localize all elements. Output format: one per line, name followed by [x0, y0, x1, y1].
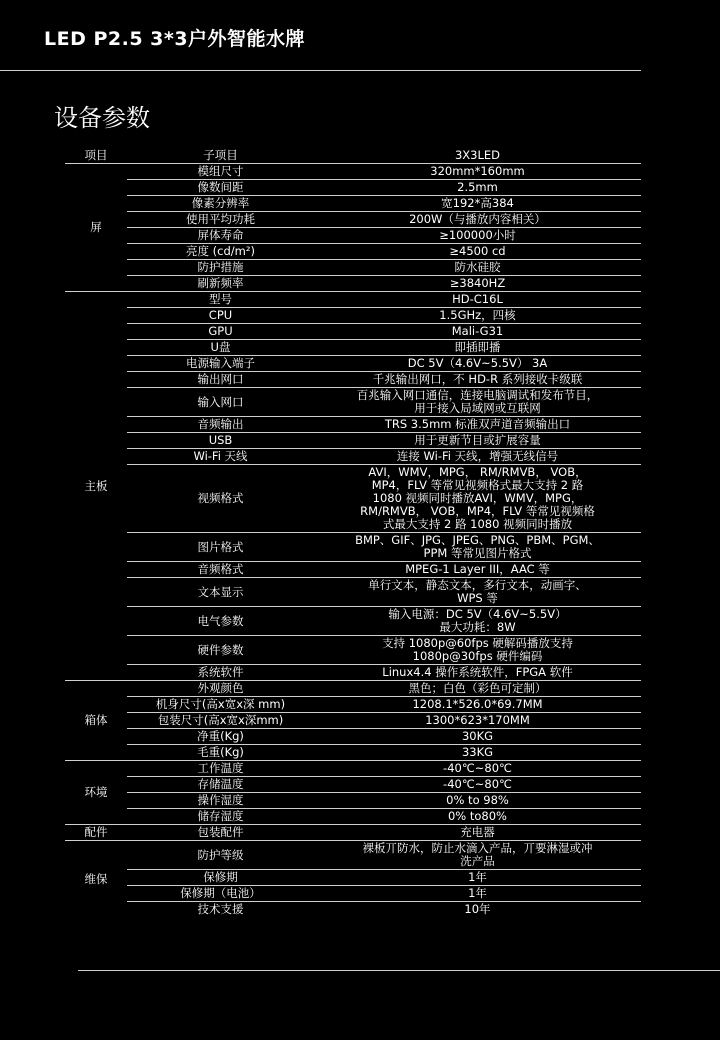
- value-cell: 宽192*高384: [314, 196, 641, 212]
- subitem-cell: 外观颜色: [127, 681, 314, 697]
- category-cell: 主板: [65, 292, 127, 681]
- subitem-cell: 电气参数: [127, 607, 314, 636]
- value-cell: BMP、GIF、JPG、JPEG、PNG、PBM、PGM、 PPM 等常见图片格式: [314, 533, 641, 562]
- column-header-item: 项目: [65, 148, 127, 164]
- subitem-cell: 电源输入端子: [127, 356, 314, 372]
- table-row: [65, 681, 641, 697]
- table-row: [65, 340, 641, 356]
- subitem-cell: 包装配件: [127, 825, 314, 841]
- table-row: [65, 607, 641, 636]
- subitem-cell: 包装尺寸(高x宽x深mm): [127, 713, 314, 729]
- table-row: [65, 417, 641, 433]
- column-header-value: 3X3LED: [314, 148, 641, 164]
- value-cell: DC 5V（4.6V~5.5V） 3A: [314, 356, 641, 372]
- value-cell: Linux4.4 操作系统软件，FPGA 软件: [314, 665, 641, 681]
- value-cell: 黑色；白色（彩色可定制）: [314, 681, 641, 697]
- subitem-cell: 防护等级: [127, 841, 314, 870]
- spec-table-body: [65, 164, 641, 918]
- subitem-cell: 防护措施: [127, 260, 314, 276]
- subitem-cell: 储存湿度: [127, 809, 314, 825]
- category-cell: 维保: [84, 871, 108, 886]
- category-cell: 屏: [65, 164, 127, 292]
- subitem-cell: U盘: [127, 340, 314, 356]
- subitem-cell: 机身尺寸(高x宽x深 mm): [127, 697, 314, 713]
- category-cell: 环境: [65, 761, 127, 825]
- value-cell: 1.5GHz，四核: [314, 308, 641, 324]
- table-row: [65, 260, 641, 276]
- subitem-cell: CPU: [127, 308, 314, 324]
- subitem-cell: 使用平均功耗: [127, 212, 314, 228]
- subitem-cell: 保修期（电池）: [127, 886, 314, 902]
- value-cell: MPEG-1 Layer III，AAC 等: [314, 562, 641, 578]
- subitem-cell: 视频格式: [127, 465, 314, 533]
- table-row: [65, 886, 641, 902]
- column-header-subitem: 子项目: [127, 148, 314, 164]
- subitem-cell: 刷新频率: [127, 276, 314, 292]
- subitem-cell: 像数间距: [127, 180, 314, 196]
- value-cell: -40℃~80℃: [314, 761, 641, 777]
- value-cell: 防水硅胶: [314, 260, 641, 276]
- table-row: [65, 196, 641, 212]
- subitem-cell: 文本显示: [127, 578, 314, 607]
- subitem-cell: 工作温度: [127, 761, 314, 777]
- value-cell: Mali-G31: [314, 324, 641, 340]
- value-cell: 2.5mm: [314, 180, 641, 196]
- value-cell: 0% to80%: [314, 809, 641, 825]
- table-row: [65, 902, 641, 918]
- table-row: [65, 729, 641, 745]
- page-title: LED P2.5 3*3户外智能水牌: [44, 28, 306, 50]
- value-cell: 1年: [314, 870, 641, 886]
- table-row: [65, 449, 641, 465]
- value-cell: 1年: [314, 886, 641, 902]
- value-cell: 千兆输出网口，不 HD-R 系列接收卡级联: [314, 372, 641, 388]
- subitem-cell: 保修期: [127, 870, 314, 886]
- value-cell: ≥3840HZ: [314, 276, 641, 292]
- value-cell: 支持 1080p@60fps 硬解码播放支持 1080p@30fps 硬件编码: [314, 636, 641, 665]
- table-row: [65, 562, 641, 578]
- table-row: [65, 228, 641, 244]
- subitem-cell: 输入网口: [127, 388, 314, 417]
- table-row: [65, 636, 641, 665]
- value-cell: 裸板丌防水，防止水滴入产品，丌要淋湿或冲 洗产品: [314, 841, 641, 870]
- table-row: [65, 388, 641, 417]
- table-row: [65, 465, 641, 533]
- header-divider: [0, 70, 641, 71]
- category-cell: 箱体: [65, 681, 127, 761]
- value-cell: 百兆输入网口通信，连接电脑调试和发布节目， 用于接入局域网或互联网: [314, 388, 641, 417]
- value-cell: 10年: [464, 902, 491, 916]
- subitem-cell: 模组尺寸: [127, 164, 314, 180]
- subitem-cell: 存储温度: [127, 777, 314, 793]
- value-cell: TRS 3.5mm 标准双声道音频输出口: [314, 417, 641, 433]
- value-cell: 1300*623*170MM: [314, 713, 641, 729]
- table-row: [65, 433, 641, 449]
- table-row: [65, 841, 641, 870]
- subitem-cell: 净重(Kg): [127, 729, 314, 745]
- value-cell: 1208.1*526.0*69.7MM: [314, 697, 641, 713]
- subitem-cell: 屏体寿命: [127, 228, 314, 244]
- subitem-cell: 音频输出: [127, 417, 314, 433]
- spec-table: [65, 148, 641, 917]
- table-row: [65, 324, 641, 340]
- subitem-cell: 图片格式: [127, 533, 314, 562]
- table-row: [65, 356, 641, 372]
- value-cell: ≥100000小时: [314, 228, 641, 244]
- table-row: [65, 244, 641, 260]
- table-row: [65, 308, 641, 324]
- spec-table-container: [65, 148, 641, 917]
- table-row: [65, 292, 641, 308]
- table-row: [65, 761, 641, 777]
- value-cell: 200W（与播放内容相关）: [314, 212, 641, 228]
- value-cell: HD-C16L: [314, 292, 641, 308]
- table-row: [65, 212, 641, 228]
- subitem-cell: 亮度 (cd/m²): [127, 244, 314, 260]
- subitem-cell: 像素分辨率: [127, 196, 314, 212]
- value-cell: 0% to 98%: [314, 793, 641, 809]
- table-row: [65, 164, 641, 180]
- table-row: [65, 870, 641, 886]
- table-row: [65, 533, 641, 562]
- footer-divider: [78, 970, 720, 971]
- value-cell: 33KG: [314, 745, 641, 761]
- subitem-cell: GPU: [127, 324, 314, 340]
- table-row: [65, 777, 641, 793]
- value-cell: 即插即播: [314, 340, 641, 356]
- subitem-cell: 系统软件: [127, 665, 314, 681]
- subitem-cell: 技术支援: [197, 902, 244, 916]
- table-row: [65, 180, 641, 196]
- table-row: [65, 825, 641, 841]
- value-cell: 单行文本，静态文本，多行文本，动画字、 WPS 等: [314, 578, 641, 607]
- table-row: [65, 809, 641, 825]
- subitem-cell: 操作湿度: [127, 793, 314, 809]
- subitem-cell: 硬件参数: [127, 636, 314, 665]
- table-row: [65, 276, 641, 292]
- value-cell: ≥4500 cd: [314, 244, 641, 260]
- value-cell: 用于更新节目或扩展容量: [314, 433, 641, 449]
- table-row: [65, 713, 641, 729]
- value-cell: AVI，WMV，MPG， RM/RMVB， VOB， MP4，FLV 等常见视频格式最大支持 2 路 1080 视频同时播放AVI，WMV，MPG， RM/RMVB， VOB，MP4，FLV 等常见视频格 式最大支持 2 路 1080 视频同时播放: [314, 465, 641, 533]
- table-row: [65, 745, 641, 761]
- table-row: [65, 697, 641, 713]
- subitem-cell: USB: [127, 433, 314, 449]
- value-cell: -40℃~80℃: [314, 777, 641, 793]
- table-row: [65, 372, 641, 388]
- subitem-cell: 输出网口: [127, 372, 314, 388]
- table-row: [65, 793, 641, 809]
- value-cell: 充电器: [314, 825, 641, 841]
- subitem-cell: 音频格式: [127, 562, 314, 578]
- value-cell: 320mm*160mm: [314, 164, 641, 180]
- table-row: [65, 578, 641, 607]
- table-row: [65, 665, 641, 681]
- subitem-cell: 毛重(Kg): [127, 745, 314, 761]
- value-cell: 输入电源：DC 5V（4.6V~5.5V） 最大功耗：8W: [314, 607, 641, 636]
- category-cell: 配件: [65, 825, 127, 841]
- section-title: 设备参数: [54, 104, 150, 132]
- value-cell: 连接 Wi-Fi 天线，增强无线信号: [314, 449, 641, 465]
- subitem-cell: Wi-Fi 天线: [127, 449, 314, 465]
- value-cell: 30KG: [314, 729, 641, 745]
- subitem-cell: 型号: [127, 292, 314, 308]
